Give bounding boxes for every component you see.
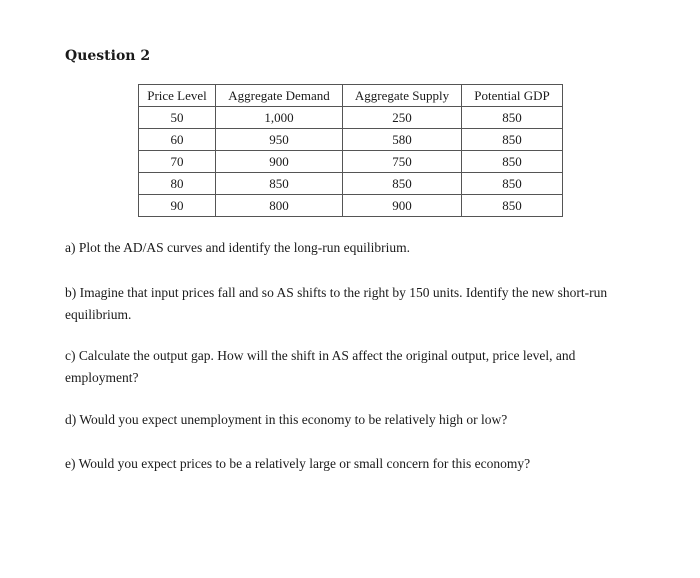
question-d: d) Would you expect unemployment in this economy to be relatively high or low?	[65, 412, 508, 427]
question-title: Question 2	[65, 48, 151, 64]
table-row	[139, 195, 563, 217]
cell-aggregate-demand: 1,000	[216, 107, 343, 129]
table-header-row	[139, 85, 563, 107]
cell-potential-gdp: 850	[462, 195, 563, 217]
question-e: e) Would you expect prices to be a relatively large or small concern for this economy?	[65, 456, 531, 471]
question-a: a) Plot the AD/AS curves and identify the long-run equilibrium.	[65, 240, 410, 255]
table-row	[139, 173, 563, 195]
cell-aggregate-demand: 950	[216, 129, 343, 151]
cell-potential-gdp: 850	[462, 129, 563, 151]
cell-aggregate-demand: 850	[216, 173, 343, 195]
cell-price-level: 50	[139, 107, 216, 129]
cell-potential-gdp: 850	[462, 173, 563, 195]
cell-aggregate-supply: 850	[343, 173, 462, 195]
header-potential-gdp: Potential GDP	[462, 85, 563, 107]
cell-price-level: 70	[139, 151, 216, 173]
cell-potential-gdp: 850	[462, 107, 563, 129]
cell-price-level: 80	[139, 173, 216, 195]
cell-aggregate-supply: 750	[343, 151, 462, 173]
header-aggregate-supply: Aggregate Supply	[343, 85, 462, 107]
cell-aggregate-demand: 800	[216, 195, 343, 217]
question-b: b) Imagine that input prices fall and so AS shifts to the right by 150 units. Identify the new short-run equilibrium.	[65, 285, 608, 322]
table-row	[139, 151, 563, 173]
cell-aggregate-supply: 250	[343, 107, 462, 129]
table-row	[139, 129, 563, 151]
question-c: c) Calculate the output gap. How will the shift in AS affect the original output, price level, and employment?	[65, 348, 576, 385]
cell-aggregate-demand: 900	[216, 151, 343, 173]
table-row	[139, 107, 563, 129]
header-price-level: Price Level	[139, 85, 216, 107]
cell-price-level: 90	[139, 195, 216, 217]
ad-as-table	[138, 84, 563, 217]
cell-aggregate-supply: 900	[343, 195, 462, 217]
header-aggregate-demand: Aggregate Demand	[216, 85, 343, 107]
cell-aggregate-supply: 580	[343, 129, 462, 151]
cell-price-level: 60	[139, 129, 216, 151]
cell-potential-gdp: 850	[462, 151, 563, 173]
